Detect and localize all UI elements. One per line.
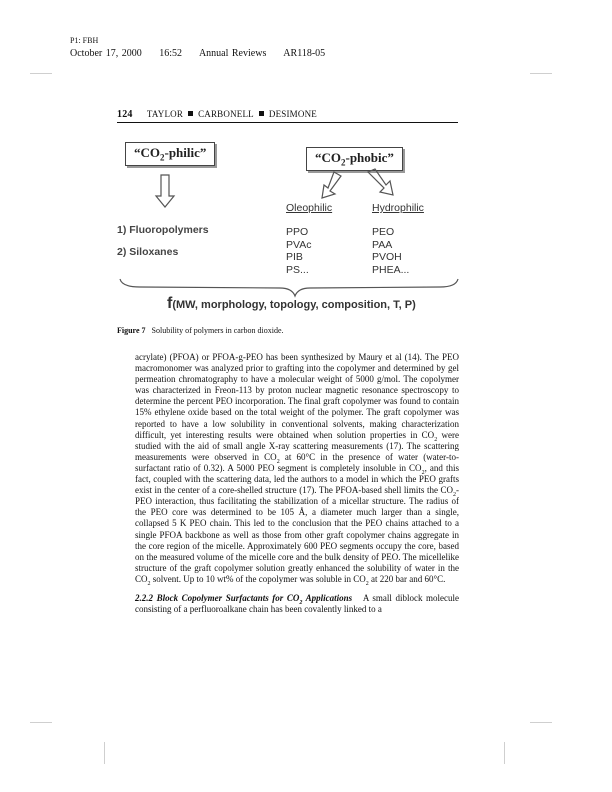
slug-journal: Annual Reviews bbox=[198, 48, 267, 59]
hydrophilic-heading: Hydrophilic bbox=[372, 202, 424, 214]
co2-philic-box: “$CO_2$-philic” bbox=[125, 142, 215, 166]
crop-mark bbox=[530, 722, 552, 723]
hydrophilic-item: PAA bbox=[372, 238, 393, 251]
oleophilic-item: PPO bbox=[286, 226, 309, 238]
slug-time: 16:52 bbox=[159, 48, 182, 59]
hydrophilic-item: PEO bbox=[372, 226, 395, 238]
section-heading: 2.2.2 Block Copolymer Surfactants for $CO_2$ Applications bbox=[135, 592, 353, 606]
figure-caption bbox=[117, 326, 284, 335]
body-text bbox=[135, 352, 459, 615]
author-2: CARBONELL bbox=[198, 109, 254, 119]
figure-7 bbox=[0, 0, 612, 330]
paragraph: acrylate) (PFOA) or PFOA-g-PEO has been synthesized by Maury et al (14). The PEO macromonomer was analyzed prior to grafting into the copolymer and determined by gel permeation chromatography to have a molecular weight of 5000 g/mol. The copolymer was characterized in Freon-113 by proton nuclear magnetic resonance spectroscopy to determine the percent PEO incorporation. The final graft copolymer was found to contain 15% ethylene oxide based on the total weight of the polymer. The graft copolymer was reported to have a low solubility in conventional solvents, making characterization difficult, yet interesting results were obtained when solution properties in $CO_2$ were studied with the aid of small angle X-ray scattering measurements (17). The scattering measurements were observed in $CO_2$ at 60°C in the presence of water (water-to-surfactant ratio of 0.32). A 5000 PEO segment is completely insoluble in $CO_2$, and this fact, coupled with the scattering data, led the authors to a model in which the PEO grafts exist in the center of a core-shelled structure (17). The PFOA-based shell limits the $CO_2$-PEO interaction, thus facilitating the stabilization of a micellar structure. The radius of the PEO core was determined to be 105 Å, a diameter much larger than a single, collapsed 5 K PEO chain. This led to the conclusion that the PEO chains attached to a single PFOA backbone as well as those from other graft copolymer chains aggregate in the core region of the micelle. Approximately 600 PEO segments occupy the core, based on the measured volume of the micelle core and the bulk density of PEO. The micellelike structure of the graft copolymer solution greatly enhanced the solubility of water in the $CO_2$ solvent. Up to 10 wt% of the copolymer was soluble in $CO_2$ at 220 bar and 60°C. bbox=[135, 352, 459, 587]
caption-label: Figure 7 bbox=[117, 326, 146, 335]
solubility-function: f(MW, morphology, topology, composition, T, P) bbox=[167, 295, 416, 312]
slug-code: P1: FBH bbox=[70, 36, 99, 45]
diagonal-arrow-right-icon bbox=[368, 169, 393, 195]
oleophilic-item: PVAc bbox=[286, 238, 312, 251]
hydrophilic-item: PHEA... bbox=[372, 263, 410, 276]
down-arrow-icon bbox=[156, 175, 174, 207]
figure-arrows bbox=[0, 0, 612, 330]
hydrophilic-item: PVOH bbox=[372, 251, 402, 263]
crop-mark bbox=[30, 722, 52, 723]
page-number: 124 bbox=[117, 109, 133, 120]
diagonal-arrow-left-icon bbox=[322, 172, 341, 198]
philic-list bbox=[117, 219, 209, 263]
author-1: TAYLOR bbox=[146, 109, 184, 119]
hydrophilic-list bbox=[372, 226, 409, 276]
author-3: DESIMONE bbox=[268, 109, 317, 119]
co2-phobic-box: “$CO_2$-phobic” bbox=[306, 147, 403, 171]
slug-article-id: AR118-05 bbox=[283, 48, 326, 59]
curly-brace-icon bbox=[120, 279, 458, 296]
crop-mark bbox=[104, 742, 105, 764]
oleophilic-heading: Oleophilic bbox=[286, 202, 333, 214]
oleophilic-item: PS... bbox=[286, 263, 309, 276]
crop-mark bbox=[504, 742, 505, 764]
caption-text: Solubility of polymers in carbon dioxide. bbox=[151, 326, 284, 335]
paragraph: 2.2.2 Block Copolymer Surfactants for $CO_2$ Applications A small diblock molecule consisting of a perfluoroalkane chain has been covalently linked to a bbox=[135, 592, 459, 615]
philic-item: 2) Siloxanes bbox=[117, 246, 179, 258]
oleophilic-item: PIB bbox=[286, 251, 303, 263]
philic-item: 1) Fluoropolymers bbox=[117, 224, 209, 236]
oleophilic-list bbox=[286, 226, 311, 276]
slug-date: October 17, 2000 bbox=[70, 48, 142, 59]
